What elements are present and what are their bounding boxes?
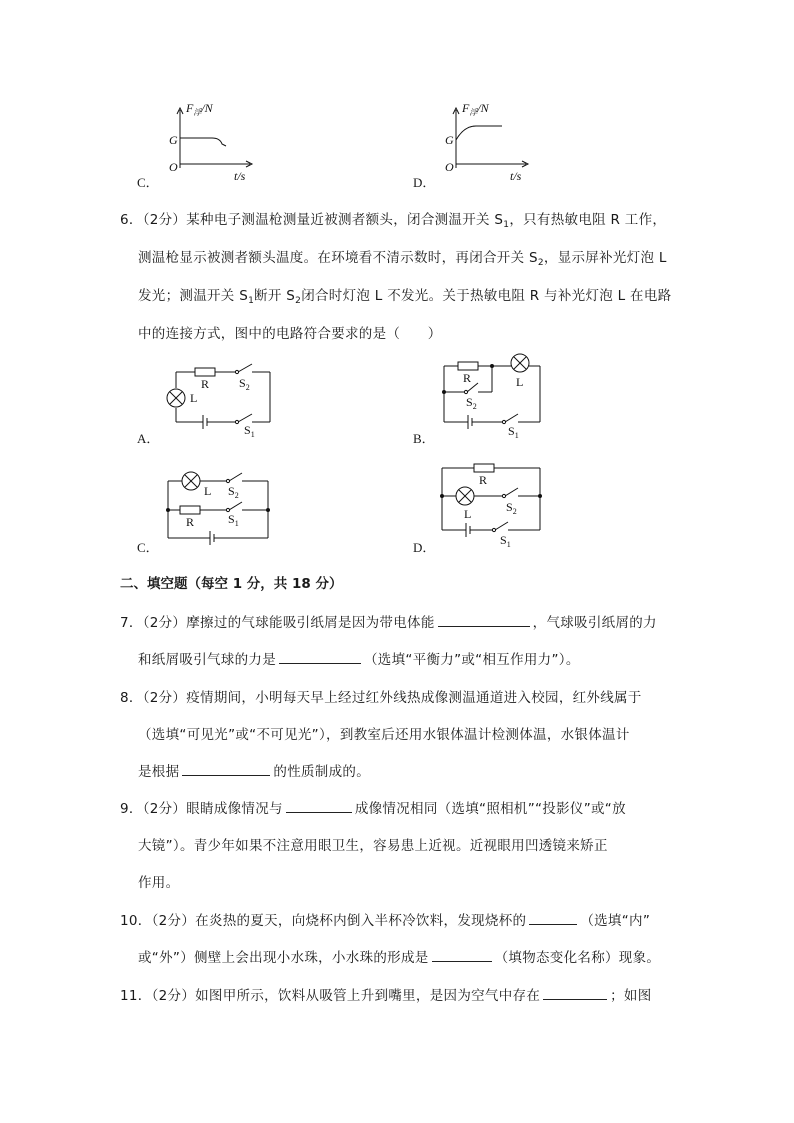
q10-line-2: 或“外”）侧壁上会出现小水珠，小水珠的形成是 （填物态变化名称）现象。 — [138, 950, 661, 966]
graph-c-origin: O — [169, 160, 178, 174]
circuit-a-l: L — [190, 391, 198, 405]
q9-line-2: 大镜”）。青少年如果不注意用眼卫生，容易患上近视。近视眼用凹透镜来矫正 — [138, 838, 608, 854]
q7-blank-2[interactable] — [279, 651, 361, 664]
option-c-label: C． — [137, 175, 159, 190]
option-d2-label: D． — [413, 540, 436, 555]
circuit-a — [160, 360, 290, 440]
q8-line-1: 8．（2分）疫情期间，小明每天早上经过红外线热成像测温通道进入校园，红外线属于 — [120, 690, 642, 706]
graph-c — [160, 96, 270, 186]
option-d-label: D． — [413, 175, 436, 190]
q9-line-3: 作用。 — [138, 875, 180, 891]
q11-line-1: 11．（2分）如图甲所示，饮料从吸管上升到嘴里，是因为空气中存在 ；如图 — [120, 988, 652, 1004]
q9-blank[interactable] — [286, 800, 352, 813]
graph-c-xlabel: t/s — [234, 169, 246, 183]
q7-line-1: 7．（2分）摩擦过的气球能吸引纸屑是因为带电体能 ，气球吸引纸屑的力 — [120, 615, 657, 631]
circuit-c-s1: $S_1$ — [228, 512, 239, 528]
circuit-c — [160, 466, 280, 546]
circuit-b-s2: $S_2$ — [466, 395, 477, 411]
circuit-d-s1: $S_1$ — [500, 533, 511, 549]
circuit-a-r: R — [201, 377, 210, 391]
q6-line-2: 测温枪显示被测者额头温度。在环境看不清示数时，再闭合开关 $S_2$，显示屏补光灯泡 L — [138, 250, 667, 268]
q11-blank-1[interactable] — [543, 987, 607, 1000]
q8-line-2: （选填“可见光”或“不可见光”），到教室后还用水银体温计检测体温，水银体温计 — [138, 727, 630, 743]
circuit-c-r: R — [186, 515, 195, 529]
circuit-c-l: L — [204, 484, 212, 498]
option-c2-label: C． — [137, 540, 159, 555]
graph-d-origin: O — [445, 160, 454, 174]
q10-blank-2[interactable] — [432, 949, 492, 962]
graph-c-g-label: G — [169, 133, 178, 147]
q10-line-1: 10．（2分）在炎热的夏天，向烧杯内倒入半杯冷饮料，发现烧杯的 （选填“内” — [120, 913, 651, 929]
q9-line-1: 9．（2分）眼睛成像情况与 成像情况相同（选填“照相机”“投影仪”或“放 — [120, 801, 626, 817]
circuit-d-r: R — [479, 473, 488, 487]
q6-line-3: 发光；测温开关 $S_1$断开 $S_2$闭合时灯泡 L 不发光。关于热敏电阻 R 与补光灯泡 L 在电路 — [138, 288, 672, 306]
circuit-a-s2: $S_2$ — [239, 376, 250, 392]
q6-line-4: 中的连接方式，图中的电路符合要求的是（ ） — [138, 326, 442, 342]
graph-d — [436, 96, 546, 186]
circuit-d-l: L — [464, 507, 472, 521]
q10-blank-1[interactable] — [529, 912, 577, 925]
graph-d-ylabel: $F_浮/N$ — [462, 101, 489, 117]
q8-line-3: 是根据 的性质制成的。 — [138, 764, 371, 780]
circuit-c-s2: $S_2$ — [228, 484, 239, 500]
graph-d-g-label: G — [445, 133, 454, 147]
section-2-heading: 二、填空题（每空 1 分，共 18 分） — [120, 576, 343, 592]
option-a-label: A． — [137, 431, 160, 446]
q6-line-1: 6．（2分）某种电子测温枪测量近被测者额头，闭合测温开关 $S_1$，只有热敏电阻 R 工作， — [120, 212, 667, 230]
q7-line-2: 和纸屑吸引气球的力是 （选填“平衡力”或“相互作用力”）。 — [138, 652, 580, 668]
q8-blank[interactable] — [182, 763, 270, 776]
q7-blank-1[interactable] — [438, 614, 530, 627]
circuit-d-s2: $S_2$ — [506, 500, 517, 516]
graph-c-ylabel: $F_浮/N$ — [186, 101, 213, 117]
circuit-b — [436, 350, 556, 440]
graph-d-xlabel: t/s — [510, 169, 522, 183]
circuit-a-s1: $S_1$ — [244, 423, 255, 439]
option-b-label: B． — [413, 431, 435, 446]
circuit-b-r: R — [463, 371, 472, 385]
circuit-d — [436, 458, 556, 548]
circuit-b-l: L — [516, 375, 524, 389]
circuit-b-s1: $S_1$ — [508, 424, 519, 440]
